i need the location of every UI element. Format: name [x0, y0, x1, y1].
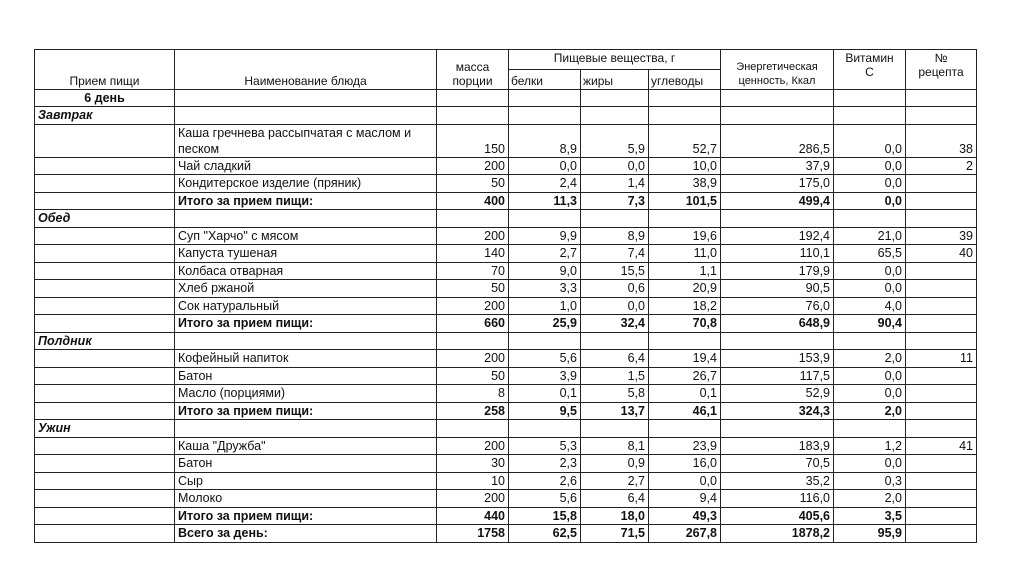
- cell-fat: 6,4: [581, 350, 649, 368]
- cell-fat: 5,8: [581, 385, 649, 403]
- cell-protein: 2,7: [509, 245, 581, 263]
- empty-cell: [509, 107, 581, 125]
- empty-cell: [35, 472, 175, 490]
- table-row: [35, 157, 977, 175]
- empty-cell: [509, 89, 581, 107]
- cell-carbs: 19,4: [649, 350, 721, 368]
- meal-total-row: [35, 402, 977, 420]
- cell-recipe: [906, 297, 977, 315]
- empty-cell: [35, 350, 175, 368]
- table-row: [35, 262, 977, 280]
- grand-total-row: [35, 525, 977, 543]
- total-mass: 258: [437, 402, 509, 420]
- total-energy: 405,6: [721, 507, 834, 525]
- total-carbs: 46,1: [649, 402, 721, 420]
- empty-cell: [35, 385, 175, 403]
- cell-vitc: 1,2: [834, 437, 906, 455]
- cell-recipe: [906, 175, 977, 193]
- total-mass: 660: [437, 315, 509, 333]
- total-vitc: 2,0: [834, 402, 906, 420]
- empty-cell: [35, 262, 175, 280]
- empty-cell: [175, 210, 437, 228]
- empty-cell: [175, 107, 437, 125]
- dish-name: Суп "Харчо" с мясом: [175, 227, 437, 245]
- empty-cell: [721, 210, 834, 228]
- cell-energy: 286,5: [721, 124, 834, 157]
- empty-cell: [437, 107, 509, 125]
- empty-cell: [649, 107, 721, 125]
- cell-mass: 30: [437, 455, 509, 473]
- header-energy-line1: Энергетическая: [736, 60, 818, 73]
- cell-vitc: 2,0: [834, 490, 906, 508]
- cell-energy: 192,4: [721, 227, 834, 245]
- empty-cell: [437, 89, 509, 107]
- cell-protein: 1,0: [509, 297, 581, 315]
- cell-vitc: 0,0: [834, 175, 906, 193]
- cell-carbs: 19,6: [649, 227, 721, 245]
- total-protein: 11,3: [509, 192, 581, 210]
- dish-name: Молоко: [175, 490, 437, 508]
- empty-cell: [581, 420, 649, 438]
- empty-cell: [581, 89, 649, 107]
- empty-cell: [906, 402, 977, 420]
- empty-cell: [649, 420, 721, 438]
- cell-mass: 200: [437, 297, 509, 315]
- cell-carbs: 0,1: [649, 385, 721, 403]
- cell-mass: 50: [437, 280, 509, 298]
- total-fat: 18,0: [581, 507, 649, 525]
- dish-name: Масло (порциями): [175, 385, 437, 403]
- cell-recipe: [906, 490, 977, 508]
- cell-carbs: 1,1: [649, 262, 721, 280]
- empty-cell: [906, 210, 977, 228]
- cell-carbs: 23,9: [649, 437, 721, 455]
- cell-mass: 50: [437, 367, 509, 385]
- cell-recipe: 38: [906, 124, 977, 157]
- cell-mass: 200: [437, 490, 509, 508]
- total-fat: 13,7: [581, 402, 649, 420]
- cell-mass: 8: [437, 385, 509, 403]
- cell-energy: 110,1: [721, 245, 834, 263]
- empty-cell: [906, 89, 977, 107]
- empty-cell: [35, 490, 175, 508]
- total-mass: 400: [437, 192, 509, 210]
- cell-protein: 9,0: [509, 262, 581, 280]
- cell-vitc: 0,0: [834, 367, 906, 385]
- total-carbs: 49,3: [649, 507, 721, 525]
- cell-carbs: 16,0: [649, 455, 721, 473]
- empty-cell: [906, 507, 977, 525]
- dish-name: Чай сладкий: [175, 157, 437, 175]
- total-label: Итого за прием пищи:: [175, 402, 437, 420]
- cell-protein: 5,3: [509, 437, 581, 455]
- empty-cell: [35, 402, 175, 420]
- empty-cell: [35, 507, 175, 525]
- dish-name: Сыр: [175, 472, 437, 490]
- header-recipe-line1: №: [934, 51, 948, 65]
- day-row: [35, 89, 977, 107]
- empty-cell: [437, 332, 509, 350]
- cell-carbs: 38,9: [649, 175, 721, 193]
- cell-recipe: 2: [906, 157, 977, 175]
- empty-cell: [175, 332, 437, 350]
- empty-cell: [509, 420, 581, 438]
- empty-cell: [649, 332, 721, 350]
- empty-cell: [649, 89, 721, 107]
- grand-total-label: Всего за день:: [175, 525, 437, 543]
- table-row: [35, 350, 977, 368]
- meal-total-row: [35, 507, 977, 525]
- empty-cell: [175, 89, 437, 107]
- empty-cell: [834, 420, 906, 438]
- empty-cell: [721, 107, 834, 125]
- total-carbs: 101,5: [649, 192, 721, 210]
- table-row: [35, 280, 977, 298]
- dish-name: Каша "Дружба": [175, 437, 437, 455]
- empty-cell: [906, 525, 977, 543]
- cell-mass: 200: [437, 350, 509, 368]
- cell-recipe: [906, 472, 977, 490]
- cell-vitc: 21,0: [834, 227, 906, 245]
- empty-cell: [35, 315, 175, 333]
- dish-name: Кофейный напиток: [175, 350, 437, 368]
- meal-name: Полдник: [35, 332, 175, 350]
- cell-protein: 2,4: [509, 175, 581, 193]
- cell-recipe: 41: [906, 437, 977, 455]
- empty-cell: [35, 192, 175, 210]
- empty-cell: [35, 124, 175, 157]
- table-row: [35, 175, 977, 193]
- empty-cell: [721, 89, 834, 107]
- empty-cell: [721, 332, 834, 350]
- cell-protein: 0,1: [509, 385, 581, 403]
- cell-carbs: 18,2: [649, 297, 721, 315]
- cell-protein: 8,9: [509, 124, 581, 157]
- cell-energy: 117,5: [721, 367, 834, 385]
- empty-cell: [35, 437, 175, 455]
- meal-section-row: [35, 420, 977, 438]
- empty-cell: [35, 297, 175, 315]
- cell-energy: 76,0: [721, 297, 834, 315]
- empty-cell: [649, 210, 721, 228]
- total-protein: 9,5: [509, 402, 581, 420]
- cell-energy: 70,5: [721, 455, 834, 473]
- menu-table: [34, 49, 977, 543]
- empty-cell: [509, 210, 581, 228]
- empty-cell: [834, 107, 906, 125]
- meal-section-row: [35, 332, 977, 350]
- header-recipe: [906, 50, 977, 90]
- empty-cell: [581, 210, 649, 228]
- empty-cell: [906, 192, 977, 210]
- meal-total-row: [35, 315, 977, 333]
- total-fat: 32,4: [581, 315, 649, 333]
- cell-recipe: [906, 367, 977, 385]
- empty-cell: [35, 175, 175, 193]
- empty-cell: [175, 420, 437, 438]
- table-row: [35, 124, 977, 157]
- meal-name: Обед: [35, 210, 175, 228]
- cell-fat: 0,9: [581, 455, 649, 473]
- cell-fat: 5,9: [581, 124, 649, 157]
- dish-name: Каша гречнева рассыпчатая с маслом и песком: [175, 124, 437, 157]
- cell-vitc: 0,0: [834, 262, 906, 280]
- cell-vitc: 0,0: [834, 280, 906, 298]
- empty-cell: [906, 107, 977, 125]
- cell-protein: 2,6: [509, 472, 581, 490]
- dish-name: Батон: [175, 455, 437, 473]
- cell-mass: 200: [437, 227, 509, 245]
- meal-section-row: [35, 210, 977, 228]
- empty-cell: [509, 332, 581, 350]
- empty-cell: [35, 367, 175, 385]
- cell-energy: 175,0: [721, 175, 834, 193]
- cell-carbs: 11,0: [649, 245, 721, 263]
- cell-protein: 5,6: [509, 350, 581, 368]
- cell-fat: 15,5: [581, 262, 649, 280]
- cell-energy: 153,9: [721, 350, 834, 368]
- total-energy: 499,4: [721, 192, 834, 210]
- cell-energy: 90,5: [721, 280, 834, 298]
- table-body: [35, 89, 977, 542]
- total-mass: 440: [437, 507, 509, 525]
- cell-fat: 7,4: [581, 245, 649, 263]
- table-header: [35, 50, 977, 90]
- empty-cell: [834, 89, 906, 107]
- header-carbs: углеводы: [649, 70, 721, 90]
- total-label: Итого за прием пищи:: [175, 192, 437, 210]
- cell-fat: 6,4: [581, 490, 649, 508]
- cell-fat: 8,1: [581, 437, 649, 455]
- cell-vitc: 0,0: [834, 157, 906, 175]
- cell-fat: 8,9: [581, 227, 649, 245]
- header-nutrients: Пищевые вещества, г: [509, 50, 721, 70]
- cell-energy: 183,9: [721, 437, 834, 455]
- cell-protein: 2,3: [509, 455, 581, 473]
- cell-vitc: 65,5: [834, 245, 906, 263]
- cell-recipe: [906, 455, 977, 473]
- header-energy-line2: ценность, Ккал: [738, 74, 816, 87]
- cell-mass: 200: [437, 437, 509, 455]
- cell-recipe: [906, 280, 977, 298]
- cell-vitc: 0,3: [834, 472, 906, 490]
- dish-name: Сок натуральный: [175, 297, 437, 315]
- empty-cell: [437, 210, 509, 228]
- table-row: [35, 437, 977, 455]
- header-mass-line1: масса: [455, 59, 490, 74]
- cell-vitc: 0,0: [834, 385, 906, 403]
- grand-total-energy: 1878,2: [721, 525, 834, 543]
- total-carbs: 70,8: [649, 315, 721, 333]
- empty-cell: [35, 455, 175, 473]
- grand-total-vitc: 95,9: [834, 525, 906, 543]
- cell-protein: 3,9: [509, 367, 581, 385]
- empty-cell: [35, 245, 175, 263]
- table-row: [35, 367, 977, 385]
- empty-cell: [581, 107, 649, 125]
- cell-energy: 116,0: [721, 490, 834, 508]
- header-vitamin-line1: Витамин: [845, 51, 894, 65]
- cell-recipe: [906, 385, 977, 403]
- cell-carbs: 20,9: [649, 280, 721, 298]
- total-fat: 7,3: [581, 192, 649, 210]
- total-vitc: 3,5: [834, 507, 906, 525]
- empty-cell: [35, 525, 175, 543]
- cell-vitc: 0,0: [834, 124, 906, 157]
- empty-cell: [834, 332, 906, 350]
- total-vitc: 0,0: [834, 192, 906, 210]
- header-recipe-line2: рецепта: [918, 65, 964, 79]
- empty-cell: [437, 420, 509, 438]
- table-row: [35, 385, 977, 403]
- grand-total-carbs: 267,8: [649, 525, 721, 543]
- cell-protein: 3,3: [509, 280, 581, 298]
- cell-recipe: 39: [906, 227, 977, 245]
- cell-vitc: 0,0: [834, 455, 906, 473]
- dish-name: Кондитерское изделие (пряник): [175, 175, 437, 193]
- dish-name: Колбаса отварная: [175, 262, 437, 280]
- cell-carbs: 26,7: [649, 367, 721, 385]
- empty-cell: [35, 280, 175, 298]
- empty-cell: [906, 315, 977, 333]
- cell-mass: 10: [437, 472, 509, 490]
- header-mass-line2: порции: [452, 73, 493, 88]
- cell-energy: 37,9: [721, 157, 834, 175]
- cell-fat: 1,4: [581, 175, 649, 193]
- cell-mass: 140: [437, 245, 509, 263]
- cell-energy: 35,2: [721, 472, 834, 490]
- table-row: [35, 472, 977, 490]
- header-vitamin-line2: С: [865, 65, 874, 79]
- dish-name: Капуста тушеная: [175, 245, 437, 263]
- cell-carbs: 10,0: [649, 157, 721, 175]
- empty-cell: [906, 332, 977, 350]
- header-protein: белки: [509, 70, 581, 90]
- cell-recipe: 11: [906, 350, 977, 368]
- total-protein: 25,9: [509, 315, 581, 333]
- cell-recipe: [906, 262, 977, 280]
- grand-total-fat: 71,5: [581, 525, 649, 543]
- empty-cell: [35, 157, 175, 175]
- cell-fat: 0,6: [581, 280, 649, 298]
- table-row: [35, 297, 977, 315]
- total-vitc: 90,4: [834, 315, 906, 333]
- cell-energy: 179,9: [721, 262, 834, 280]
- header-energy: [721, 50, 834, 90]
- total-energy: 648,9: [721, 315, 834, 333]
- empty-cell: [834, 210, 906, 228]
- empty-cell: [35, 227, 175, 245]
- total-label: Итого за прием пищи:: [175, 315, 437, 333]
- header-meal: Прием пищи: [35, 50, 175, 90]
- cell-mass: 70: [437, 262, 509, 280]
- cell-recipe: 40: [906, 245, 977, 263]
- table-row: [35, 227, 977, 245]
- cell-mass: 50: [437, 175, 509, 193]
- cell-carbs: 52,7: [649, 124, 721, 157]
- empty-cell: [581, 332, 649, 350]
- cell-protein: 9,9: [509, 227, 581, 245]
- table-row: [35, 245, 977, 263]
- dish-name: Батон: [175, 367, 437, 385]
- grand-total-mass: 1758: [437, 525, 509, 543]
- table-row: [35, 490, 977, 508]
- header-fat: жиры: [581, 70, 649, 90]
- dish-name: Хлеб ржаной: [175, 280, 437, 298]
- meal-name: Завтрак: [35, 107, 175, 125]
- cell-protein: 5,6: [509, 490, 581, 508]
- meal-section-row: [35, 107, 977, 125]
- cell-protein: 0,0: [509, 157, 581, 175]
- cell-fat: 0,0: [581, 157, 649, 175]
- cell-vitc: 4,0: [834, 297, 906, 315]
- cell-fat: 2,7: [581, 472, 649, 490]
- table-row: [35, 455, 977, 473]
- cell-fat: 0,0: [581, 297, 649, 315]
- cell-energy: 52,9: [721, 385, 834, 403]
- meal-total-row: [35, 192, 977, 210]
- header-mass: [437, 50, 509, 90]
- day-label: 6 день: [35, 89, 175, 107]
- meal-name: Ужин: [35, 420, 175, 438]
- total-protein: 15,8: [509, 507, 581, 525]
- header-dish: Наименование блюда: [175, 50, 437, 90]
- cell-mass: 200: [437, 157, 509, 175]
- cell-carbs: 0,0: [649, 472, 721, 490]
- cell-carbs: 9,4: [649, 490, 721, 508]
- total-label: Итого за прием пищи:: [175, 507, 437, 525]
- header-vitamin: [834, 50, 906, 90]
- empty-cell: [906, 420, 977, 438]
- empty-cell: [721, 420, 834, 438]
- total-energy: 324,3: [721, 402, 834, 420]
- grand-total-protein: 62,5: [509, 525, 581, 543]
- cell-fat: 1,5: [581, 367, 649, 385]
- cell-mass: 150: [437, 124, 509, 157]
- cell-vitc: 2,0: [834, 350, 906, 368]
